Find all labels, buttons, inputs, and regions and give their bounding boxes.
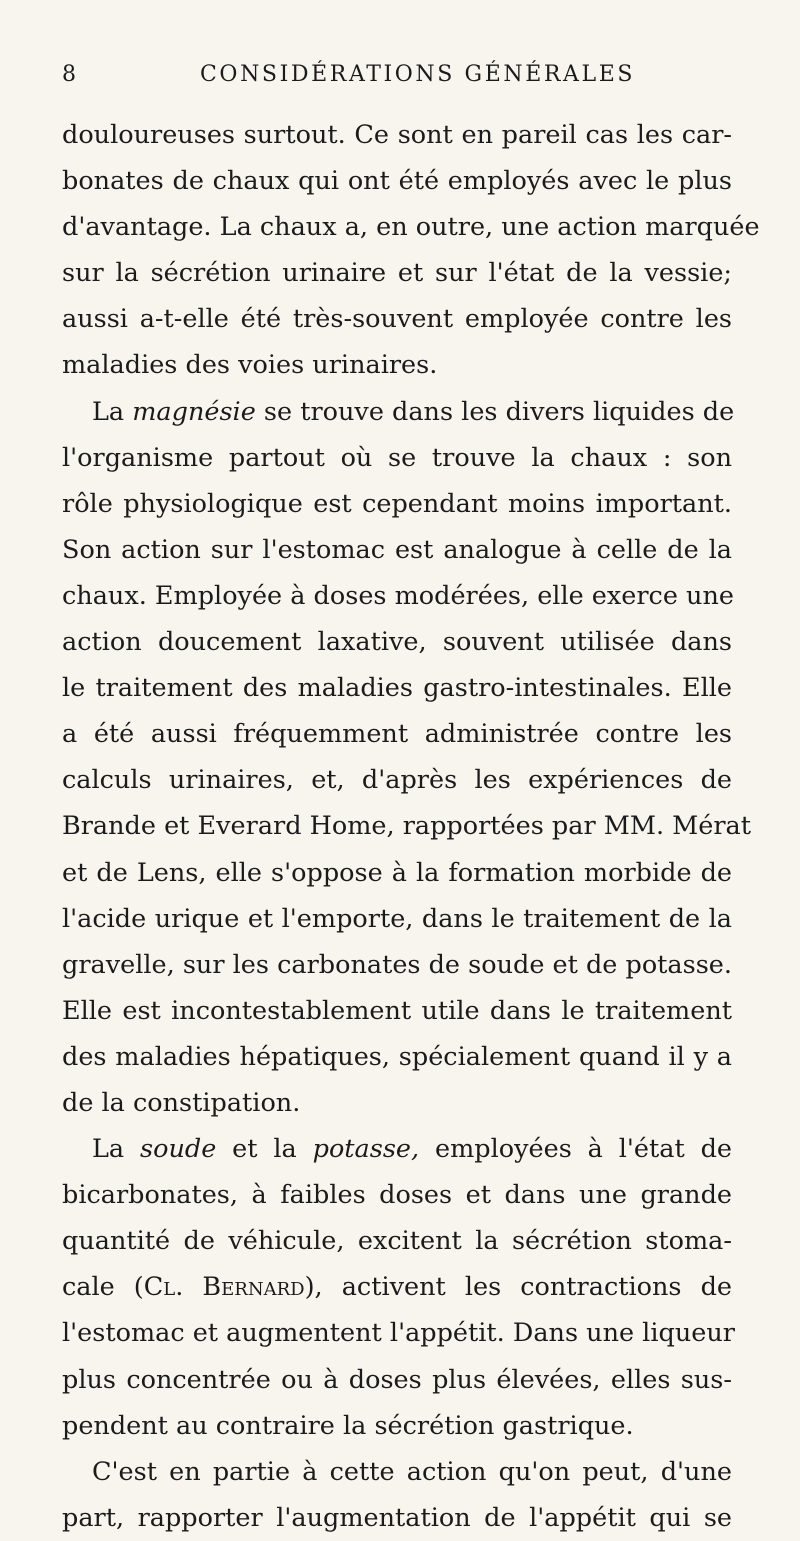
text-run: employées à l'état de <box>419 1134 732 1165</box>
text-run: et la <box>216 1134 313 1165</box>
text-line: Son action sur l'estomac est analogue à celle de la <box>62 534 732 565</box>
text-line: de la constipation. <box>62 1087 301 1118</box>
text-line: sur la sécrétion urinaire et sur l'état de la vessie; <box>62 258 732 289</box>
text-run: La <box>92 1134 141 1165</box>
text-line: l'acide urique et l'emporte, dans le traitement de la <box>62 903 732 934</box>
text-line <box>62 1264 732 1310</box>
text-line: gravelle, sur les carbonates de soude et de potasse. <box>62 949 732 980</box>
text-line: des maladies hépatiques, spécialement quand il y a <box>62 1041 732 1072</box>
text-line: l'estomac et augmentent l'appétit. Dans une liqueur <box>62 1318 735 1349</box>
text-line: chaux. Employée à doses modérées, elle exerce une <box>62 580 734 611</box>
text-line: part, rapporter l'augmentation de l'appétit qui se <box>62 1502 732 1533</box>
text-line: bonates de chaux qui ont été employés avec le plus <box>62 166 732 197</box>
text-line <box>62 389 735 435</box>
text-line: douloureuses surtout. Ce sont en pareil cas les car- <box>62 120 732 150</box>
running-title: CONSIDÉRATIONS GÉNÉRALES <box>200 62 636 87</box>
text-line: d'avantage. La chaux a, en outre, une action marquée <box>62 212 760 243</box>
text-line: et de Lens, elle s'oppose à la formation morbide de <box>62 857 732 888</box>
text-line: rôle physiologique est cependant moins important. <box>62 488 732 519</box>
term-potasse: potasse, <box>312 1134 420 1165</box>
text-line <box>62 1126 732 1172</box>
text-line: Elle est incontestablement utile dans le traitement <box>62 995 732 1026</box>
author-name: Cl. Bernard <box>143 1272 305 1303</box>
term-soude: soude <box>140 1134 217 1165</box>
text-line: maladies des voies urinaires. <box>62 350 438 381</box>
text-line: a été aussi fréquemment administrée contre les <box>62 719 732 750</box>
text-line: C'est en partie à cette action qu'on peut, d'une <box>92 1456 732 1487</box>
text-line: plus concentrée ou à doses plus élevées, elles sus- <box>62 1364 732 1395</box>
text-line: bicarbonates, à faibles doses et dans une grande <box>62 1180 732 1211</box>
text-line: calculs urinaires, et, d'après les expériences de <box>62 765 732 796</box>
text-line: quantité de véhicule, excitent la sécrétion stoma- <box>62 1226 732 1257</box>
page-header <box>62 62 738 102</box>
text-line: pendent au contraire la sécrétion gastrique. <box>62 1410 634 1441</box>
text-run: La <box>92 396 133 427</box>
text-run: se trouve dans les divers liquides de <box>255 396 735 427</box>
term-magnesie: magnésie <box>132 396 256 427</box>
text-run: ), activent les contractions de <box>304 1272 732 1303</box>
text-line: l'organisme partout où se trouve la chaux : son <box>62 442 732 473</box>
page-number: 8 <box>62 62 79 87</box>
text-run: cale ( <box>62 1272 144 1303</box>
text-line: aussi a-t-elle été très-souvent employée contre les <box>62 304 732 335</box>
body-text <box>62 112 760 1541</box>
text-line: Brande et Everard Home, rapportées par MM. Mérat <box>62 811 752 842</box>
text-line: le traitement des maladies gastro-intestinales. Elle <box>62 673 732 704</box>
text-line: action doucement laxative, souvent utilisée dans <box>62 627 732 658</box>
